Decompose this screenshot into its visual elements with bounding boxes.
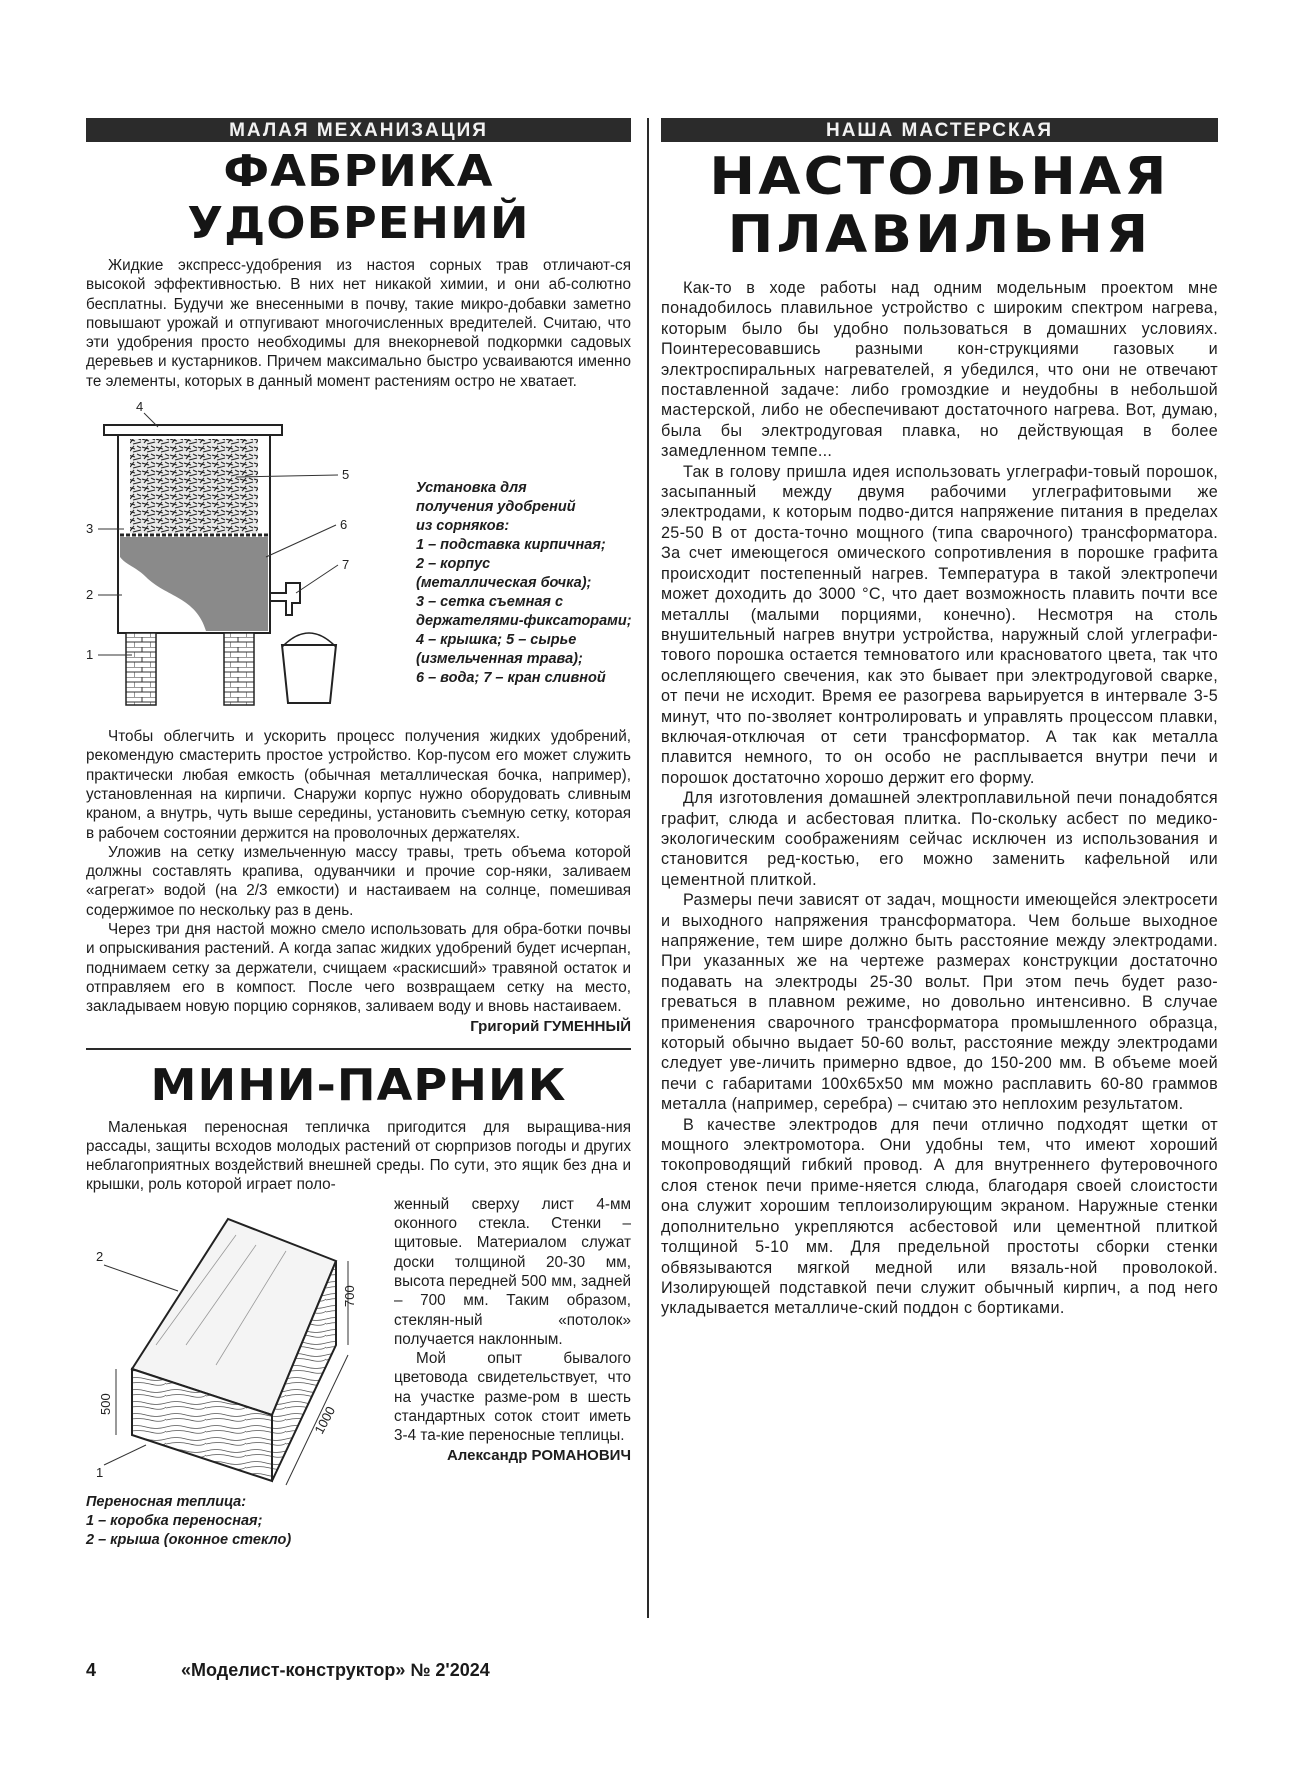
article2-paragraph: женный сверху лист 4-мм оконного стекла. Стенки – щитовые. Материалом служат доски толщиной 20-30 мм, высота передней 500 мм, задней – 700 мм. Таким образом, стеклян-ный «потолок» получается наклонным. [394,1195,631,1348]
article1-title: ФАБРИКА УДОБРЕНИЙ [187,146,530,249]
caption-line: 1 – коробка переносная; [86,1512,263,1529]
rubric-left: МАЛАЯ МЕХАНИЗАЦИЯ [86,118,631,142]
caption-line: 2 – корпус [416,556,491,573]
article3-paragraph: Для изготовления домашней электроплавильной печи понадобятся графит, слюда и асбестовая плитка. По-скольку асбест по медико-экологическим соображениям сейчас исключен из использования и становится ред-костью, его можно заменить кафельной или цементной плиткой. [661,789,1218,889]
caption-line: (металлическая бочка); [416,575,592,592]
fig2-dim-700: 700 [342,1285,357,1307]
article1-paragraph: Уложив на сетку измельченную массу травы, треть объема которой должны составлять крапива, одуванчики и прочие сор-няки, заливаем «агрегат» водой (на 2/3 емкости) и настаиваем на солнце, помешивая содержимое по нескольку раз в день. [86,843,631,919]
greenhouse-figure [86,1195,386,1548]
article1-paragraph: Чтобы облегчить и ускорить процесс получения жидких удобрений, рекомендую смастерить простое устройство. Кор-пусом его может служить практически любая емкость (обычная металлическая бочка, например), установленная на кирпичи. Снаружи корпус нужно оборудовать сливным краном, а внутрь, чуть выше середины, установить съемную сетку, которая в рабочем состоянии держится на проволочных держателях. [86,728,631,842]
rubric-right: НАША МАСТЕРСКАЯ [661,118,1218,142]
fertilizer-figure [86,397,631,727]
article3-title-line2: ПЛАВИЛЬНЯ [727,205,1152,265]
column-divider [647,118,649,1618]
article1-intro: Жидкие экспресс-удобрения из настоя сорных трав отличают-ся высокой эффективностью. В них нет никакой химии, и они аб-солютно бесплатны. Будучи же внесенными в почву, такие микро-добавки заметно повышают урожай и отпугивают многочисленных вредителей. Считаю, что эти удобрения просто необходимы для внекорневой подкормки садовых деревьев и кустарников. Причем максимально быстро усваиваются именно те элементы, которых в данный момент растениям остро не хватает. [86,257,631,390]
page-footer [86,1660,490,1681]
magazine-issue: «Моделист-конструктор» № 2'2024 [181,1660,490,1680]
page-number: 4 [86,1660,97,1680]
left-column [86,118,632,1548]
fig2-label-1: 1 [96,1464,104,1480]
article2-paragraph: Мой опыт бывалого цветовода свидетельствует, что на участке разме-ром в шесть стандартных соток стоит иметь 3-4 та-кие переносные теплицы. [394,1350,631,1445]
caption-line: 6 – вода; 7 – кран сливной [416,670,606,687]
article2-intro: Маленькая переносная тепличка пригодится для выращива-ния рассады, защиты всходов молодых растений от сюрпризов погоды и других неблагоприятных воздействий внешней среды. По сути, это ящик без дна и крышки, роль которой играет поло- [86,1118,631,1194]
fig1-label-6: 6 [340,517,348,533]
greenhouse-diagram [86,1195,386,1495]
caption-line: Переносная теплица: [86,1493,247,1510]
fig1-label-1: 1 [86,647,94,663]
article3-paragraph: Так в голову пришла идея использовать углеграфи-товый порошок, засыпанный между двумя рабочими углеграфитовыми же электродами, к которым подво-дится напряжение питания в пределах 25-50 В от доста-точно мощного (типа сварочного) трансформатора. За счет имеющегося омического сопротивления в порошке графита происходит постепенный нагрев. Температура в такой электропечи может доходить до 3000 °С, что дает возможность плавить почти все металлы (малыми порциями, конечно). Несмотря на столь внушительный нагрев внутри устройства, наружный слой углеграфи-тового порошка остается темноватого или красноватого цвета, так что ослепляющего свечения, как это бывает при электродуговой сварке, от печи не исходит. Время ее разогрева варьируется в интервале 3-5 минут, что по-зволяет контролировать и управлять процессом плавки, включая-отключая от сети трансформатор. А так как металла плавится немного, то он особо не расплывается внутри печи и порошок достаточно хорошо держит его форму. [661,462,1218,787]
fertilizer-diagram [86,397,416,727]
caption-line: держателями-фиксаторами; [416,613,632,630]
caption-line: 4 – крышка; 5 – сырье [416,632,577,649]
greenhouse-figure-caption [86,1493,386,1550]
article3-title-line1: НАСТОЛЬНАЯ [709,147,1170,207]
caption-line: 2 – крыша (оконное стекло) [86,1531,292,1548]
article3-paragraph: Как-то в ходе работы над одним модельным проектом мне понадобилось плавильное устройство с широким спектром нагрева, которым было бы удобно пользоваться в домашних условиях. Поинтересовавшись разными кон-струкциями газовых и электроспиральных нагревателей, я убедился, что они не отвечают поставленной задаче: либо громоздкие и неудобны в небольшой мастерской, либо не обеспечивают достаточного нагрева. Вот, думаю, была бы электродуговая плавка, но действующая в более замедленном темпе... [661,279,1218,461]
section-divider [86,1048,631,1050]
article2-author: Александр РОМАНОВИЧ [446,1446,631,1464]
fig1-label-4: 4 [136,399,144,415]
fertilizer-figure-caption [416,479,636,688]
article3-paragraph: Размеры печи зависят от задач, мощности имеющейся электросети и выходного напряжения трансформатора. Чем больше выходное напряжение, тем шире должно быть расстояние между электродами. При указанных же на чертеже размерах конструкции достаточно подавать на электроды 25-30 вольт. При этом печь будет разо-греваться в плавном режиме, но довольно интенсивно. В случае применения сварочного трансформатора промышленного образца, который обычно выдает 50-60 вольт, расстояние между электродами следует уве-личить примерно вдвое, до 150-200 мм. В объеме моей печи с габаритами 100х65х50 мм можно расплавить 60-80 граммов металла (например, серебра) – считаю это неплохим результатом. [661,891,1218,1114]
fig1-label-2: 2 [86,587,94,603]
caption-line: 1 – подставка кирпичная; [416,537,606,554]
article3-paragraph: В качестве электродов для печи отлично подходят щетки от мощного электромотора. Они удобны тем, что имеют хороший токопроводящий гибкий провод. А для внутреннего футеровочного слоя стенок печи приме-няется слюда, благодаря своей слоистости она служит хорошим теплоизолирующим экраном. Наружные стенки дополнительно укрепляются асбестовой или цементной плиткой толщиной 5-10 мм. Для предельной простоты сборки стенки обвязываются мягкой медной или вязаль-ной проволокой. Изолирующей подставкой печи служит обычный кирпич, а под него укладывается металличе-ский поддон с бортиками. [661,1115,1218,1318]
caption-line: (измельченная трава); [416,651,583,668]
right-column [661,118,1218,1319]
fig2-label-2: 2 [96,1248,104,1264]
caption-line: Установка для [416,480,527,497]
article2-title: МИНИ-ПАРНИК [150,1059,567,1111]
article1-paragraph: Через три дня настой можно смело использовать для обра-ботки почвы и опрыскивания растений. А когда запас жидких удобрений будет исчерпан, поднимаем сетку за держатели, счищаем «раскисший» травяной остаток и отправляем его в компост. После чего возвращаем сетку на место, закладываем новую порцию сорняков, заливаем воду и вновь настаиваем. [86,921,631,1016]
caption-line: получения удобрений [416,499,576,516]
greenhouse-section [86,1195,631,1548]
fig2-dim-500: 500 [98,1393,113,1415]
fig1-label-7: 7 [342,557,350,573]
fig1-label-5: 5 [342,467,350,483]
fig2-dim-1000: 1000 [311,1403,339,1437]
article1-author: Григорий ГУМЕННЫЙ [470,1017,631,1035]
caption-line: 3 – сетка съемная с [416,594,564,611]
caption-line: из сорняков: [416,518,510,535]
fig1-label-3: 3 [86,521,94,537]
